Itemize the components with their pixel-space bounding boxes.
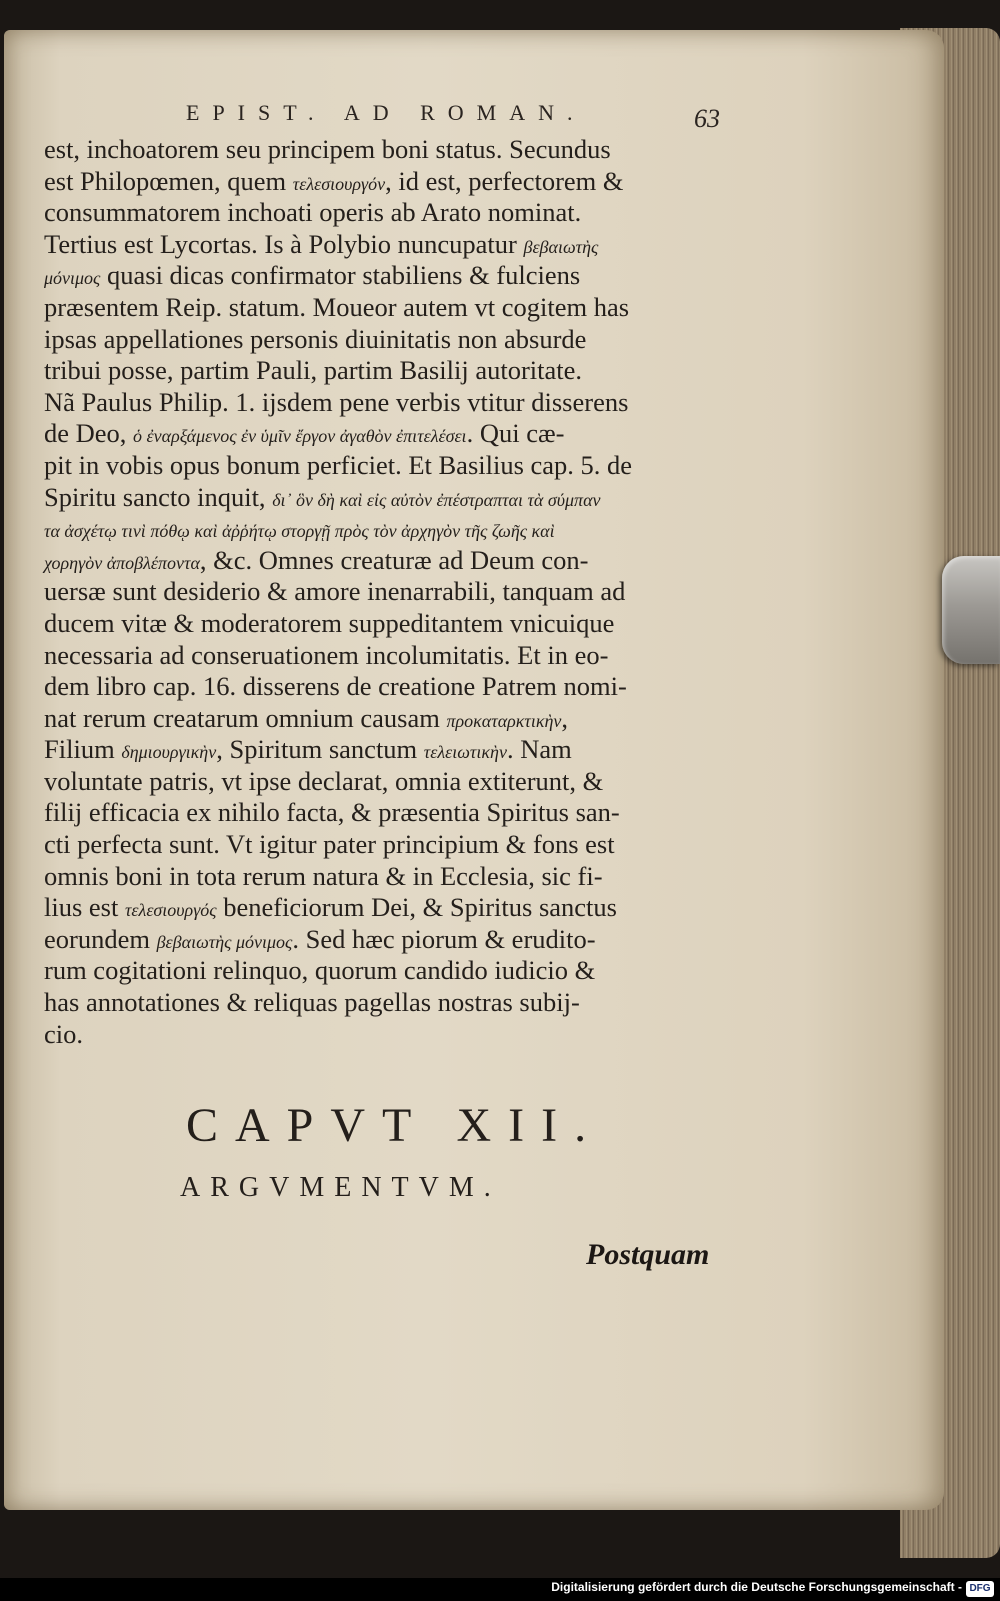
text-line — [44, 703, 719, 735]
greek-text: δημιουργικὴν — [121, 742, 217, 763]
text-line — [44, 861, 719, 893]
latin-text: præsentem Reip. statum. Moueor autem vt cogitem has — [44, 291, 630, 322]
text-line — [44, 671, 719, 703]
greek-text: προκαταρκτικὴν — [446, 710, 562, 731]
text-line — [44, 576, 719, 608]
greek-text: τελειωτικὴν — [423, 742, 507, 763]
text-line — [44, 955, 719, 987]
text-line — [44, 608, 719, 640]
text-line — [44, 640, 719, 672]
latin-text: , id est, perfectorem & — [385, 165, 624, 196]
text-line — [44, 229, 719, 261]
latin-text: consummatorem inchoati operis ab Arato nominat. — [44, 197, 582, 228]
greek-text: δι᾽ ὃν δὴ καὶ εἰς αὐτὸν ἐπέστραπται τὰ σύμπαν — [272, 489, 601, 510]
latin-text: filij efficacia ex nihilo facta, & præsentia Spiritus san- — [44, 797, 620, 828]
text-line — [44, 387, 719, 419]
text-line — [44, 324, 719, 356]
latin-text: has annotationes & reliquas pagellas nostras subij- — [44, 987, 580, 1018]
chapter-heading: CAPVT XII. — [186, 1099, 604, 1152]
text-line — [44, 924, 719, 956]
latin-text: pit in vobis opus bonum perficiet. Et Basilius cap. 5. de — [44, 449, 633, 480]
greek-text: τελεσιουργός — [124, 900, 217, 921]
latin-text: nat rerum creatarum omnium causam — [44, 702, 447, 733]
text-line — [44, 166, 719, 198]
latin-text: , &c. Omnes creaturæ ad Deum con- — [199, 544, 589, 575]
text-line — [44, 1019, 719, 1051]
latin-text: . Nam — [506, 734, 572, 765]
text-line — [44, 134, 719, 166]
latin-text: Tertius est Lycortas. Is à Polybio nuncupatur — [44, 228, 524, 259]
latin-text: est, inchoatorem seu principem boni status. Secundus — [44, 134, 611, 164]
greek-text: ὁ ἐναρξάμενος ἐν ὑμῖν ἔργον ἀγαθὸν ἐπιτελέσει — [133, 426, 467, 447]
page-number: 63 — [694, 104, 720, 133]
latin-text: dem libro cap. 16. disserens de creatione Patrem nomi- — [44, 671, 627, 702]
latin-text: ducem vitæ & moderatorem suppeditantem vnicuique — [44, 607, 615, 638]
text-line — [44, 734, 719, 766]
latin-text: rum cogitationi relinquo, quorum candido iudicio & — [44, 955, 596, 986]
text-line — [44, 482, 719, 514]
latin-text: est Philopœmen, quem — [44, 165, 293, 196]
text-line — [44, 987, 719, 1019]
text-line — [44, 892, 719, 924]
digitization-credit: Digitalisierung gefördert durch die Deutsche Forschungsgemeinschaft - — [551, 1580, 962, 1594]
latin-text: cti perfecta sunt. Vt igitur pater principium & fons est — [44, 829, 615, 860]
text-line — [44, 766, 719, 798]
latin-text: beneficiorum Dei, & Spiritus sanctus — [216, 892, 617, 923]
latin-text: . Sed hæc piorum & erudito- — [292, 923, 596, 954]
latin-text: , Spiritum sanctum — [216, 734, 424, 765]
latin-text: necessaria ad conseruationem incolumitatis. Et in eo- — [44, 639, 609, 670]
latin-text: Filium — [44, 734, 122, 765]
latin-text: quasi dicas confirmator stabiliens & fulciens — [100, 260, 581, 291]
text-line — [44, 260, 719, 292]
dfg-logo: DFG — [966, 1581, 994, 1597]
text-line — [44, 197, 719, 229]
latin-text: lius est — [44, 892, 125, 923]
greek-text: τα ἀσχέτῳ τινὶ πόθῳ καὶ ἀῤῥήτῳ στοργῇ πρὸς τὸν ἀρχηγὸν τῆς ζωῆς καὶ — [44, 521, 555, 542]
text-line — [44, 513, 719, 545]
catchword: Postquam — [586, 1238, 710, 1271]
latin-text: Nã Paulus Philip. 1. ijsdem pene verbis vtitur disserens — [44, 386, 629, 417]
text-line — [44, 450, 719, 482]
text-line — [44, 545, 719, 577]
latin-text: . Qui cæ- — [466, 418, 565, 449]
metal-clasp — [942, 556, 1000, 664]
running-title: EPIST. AD ROMAN. — [186, 100, 586, 125]
greek-text: χορηγὸν ἀποβλέποντα — [44, 552, 200, 573]
greek-text: τελεσιουργόν — [292, 173, 386, 194]
latin-text: omnis boni in tota rerum natura & in Ecclesia, sic fi- — [44, 860, 603, 891]
text-line — [44, 292, 719, 324]
text-line — [44, 797, 719, 829]
latin-text: ipsas appellationes personis diuinitatis non absurde — [44, 323, 587, 354]
latin-text: de Deo, — [44, 418, 134, 449]
latin-text: eorundem — [44, 923, 157, 954]
greek-text: βεβαιωτὴς — [523, 236, 599, 257]
text-line — [44, 355, 719, 387]
latin-text: cio. — [44, 1018, 83, 1049]
text-line — [44, 829, 719, 861]
latin-text: , — [561, 702, 569, 733]
text-line — [44, 418, 719, 450]
body-text — [44, 134, 719, 1050]
greek-text: βεβαιωτὴς μόνιμος — [156, 931, 293, 952]
latin-text: tribui posse, partim Pauli, partim Basilij autoritate. — [44, 355, 583, 386]
greek-text: μόνιμος — [44, 268, 101, 289]
argument-heading: ARGVMENTVM. — [180, 1172, 501, 1203]
latin-text: voluntate patris, vt ipse declarat, omnia extiterunt, & — [44, 765, 604, 796]
latin-text: Spiritu sancto inquit, — [44, 481, 273, 512]
latin-text: uersæ sunt desiderio & amore inenarrabili, tanquam ad — [44, 576, 626, 607]
